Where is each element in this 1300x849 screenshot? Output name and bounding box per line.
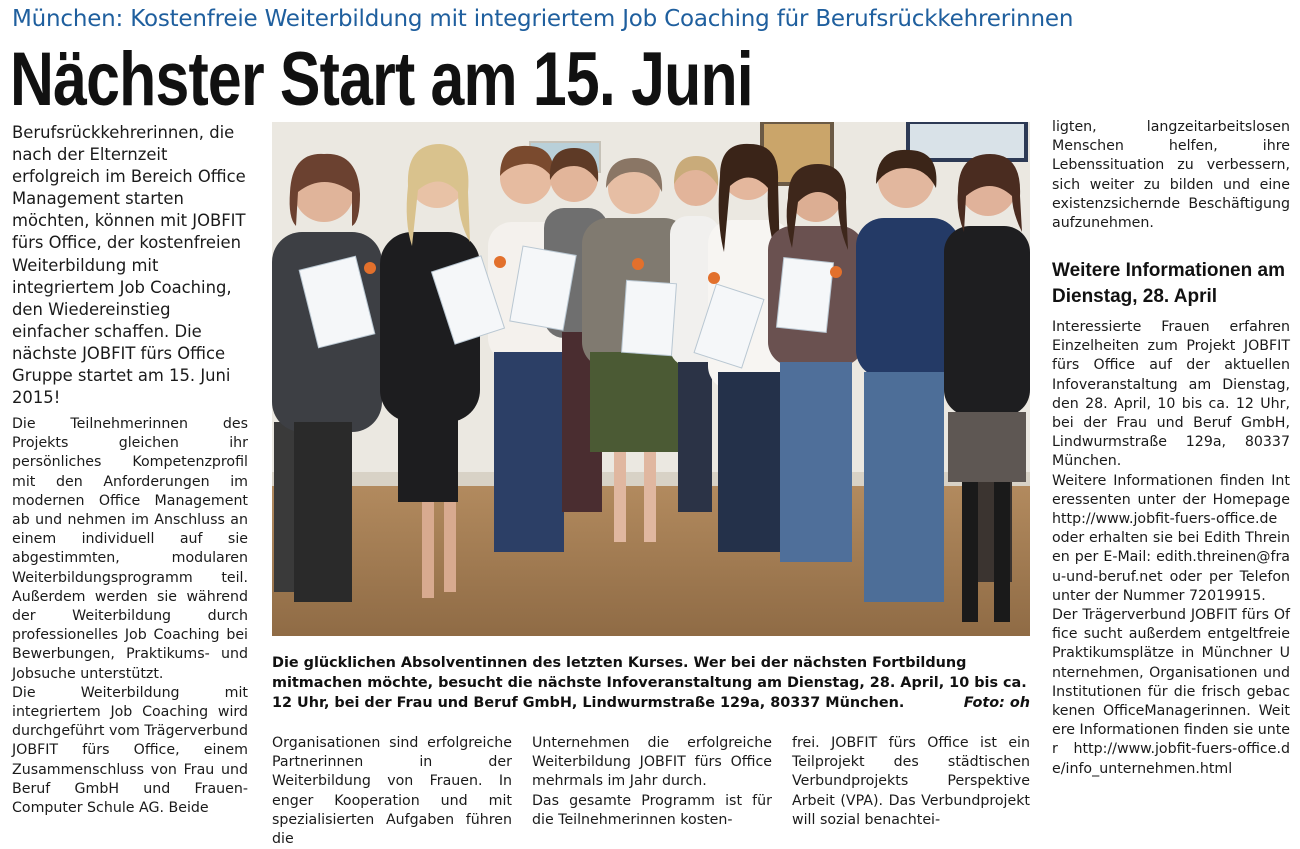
info-subheading: Weitere Informationen am Dienstag, 28. April [1052,260,1285,307]
info-paragraph: Weitere Informationen finden Interessenten unter der Homepage http://www.jobfit-fuers-office.de oder erhalten sie bei Edith Threinen per E-Mail: edith.threinen@frau-und-beruf.net oder per Telefon unter der Nummer 72019915. [1052,472,1290,604]
body-paragraph: Unternehmen die erfolgreiche Weiterbildung JOBFIT fürs Office mehrmals im Jahr durch. [532,735,772,790]
lead-paragraph [12,122,248,409]
info-column [1052,318,1290,779]
kicker-line: München: Kostenfreie Weiterbildung mit integriertem Job Coaching für Berufsrückkehrerinnen [12,6,1074,32]
photo-credit: Foto: oh [963,695,1030,711]
body-paragraph: ligten, langzeitarbeitslosen Menschen helfen, ihre Lebenssituation zu verbessern, sich weiter zu bilden und eine existenzsichernde Beschäftigung aufzunehmen. [1052,119,1290,232]
headline: Nächster Start am 15. Juni [10,37,753,122]
body-column-1 [12,415,248,818]
body-paragraph: frei. JOBFIT fürs Office ist ein Teilprojekt des städtischen Verbundprojekts Perspektive Arbeit (VPA). Das Verbundprojekt will sozial benachtei- [792,735,1030,828]
info-paragraph: Der Trägerverbund JOBFIT fürs Office sucht außerdem entgeltfreie Praktikumsplätze in Münchner Unternehmen, Organisationen und Institutionen für die frisch gebackenen OfficeManagerinnen. Weitere Informationen finden sie unter http://www.jobfit-fuers-office.de/info_unternehmen.html [1052,607,1290,777]
body-column-4 [792,734,1030,830]
photo-caption [272,653,1030,713]
lead-text: Berufsrückkehrerinnen, die nach der Elternzeit erfolgreich im Bereich Office Management starten möchten, können mit JOBFIT fürs Office, der kostenfreien Weiterbildung mit integriertem Job Coaching, den Wiedereinstieg einfacher schaffen. Die nächste JOBFIT fürs Office Gruppe startet am 15. Juni 2015! [12,123,246,408]
group-photo-illustration [272,122,1030,636]
body-column-3 [532,734,772,830]
body-column-2 [272,734,512,849]
caption-text: Die glücklichen Absolventinnen des letzten Kurses. Wer bei der nächsten Fortbildung mitmachen möchte, besucht die nächste Infoveranstaltung am Dienstag, 28. April, 10 bis ca. 12 Uhr, bei der Frau und Beruf GmbH, Lindwurmstraße 129a, 80337 München. [272,655,1027,711]
group-photo [272,122,1030,636]
body-paragraph: Organisationen sind erfolgreiche Partnerinnen in der Weiterbildung von Frauen. In enger Kooperation und mit spezialisierten Aufgaben führen die [272,735,512,848]
body-column-5 [1052,118,1290,233]
body-paragraph: Die Teilnehmerinnen des Projekts gleichen ihr persönliches Kompetenzprofil mit den Anforderungen im modernen Office Management ab und nehmen im Anschluss an einem individuell auf sie abgestimmten, modularen Weiterbildungsprogramm teil. Außerdem werden sie während der Weiterbildung durch professionelles Job Coaching bei Bewerbungen, Praktikums- und Jobsuche unterstützt. [12,416,248,682]
body-paragraph: Die Weiterbildung mit integriertem Job Coaching wird durchgeführt vom Trägerverbund JOBFIT fürs Office, einem Zusammenschluss von Frau und Beruf GmbH und Frauen-Computer Schule AG. Beide [12,684,248,817]
body-paragraph: Das gesamte Programm ist für die Teilnehmerinnen kosten- [532,792,772,828]
info-paragraph: Interessierte Frauen erfahren Einzelheiten zum Projekt JOBFIT fürs Office auf der aktuellen Infoveranstaltung am Dienstag, den 28. April, 10 bis ca. 12 Uhr, bei der Frau und Beruf GmbH, Lindwurmstraße 129a, 80337 München. [1052,319,1290,470]
